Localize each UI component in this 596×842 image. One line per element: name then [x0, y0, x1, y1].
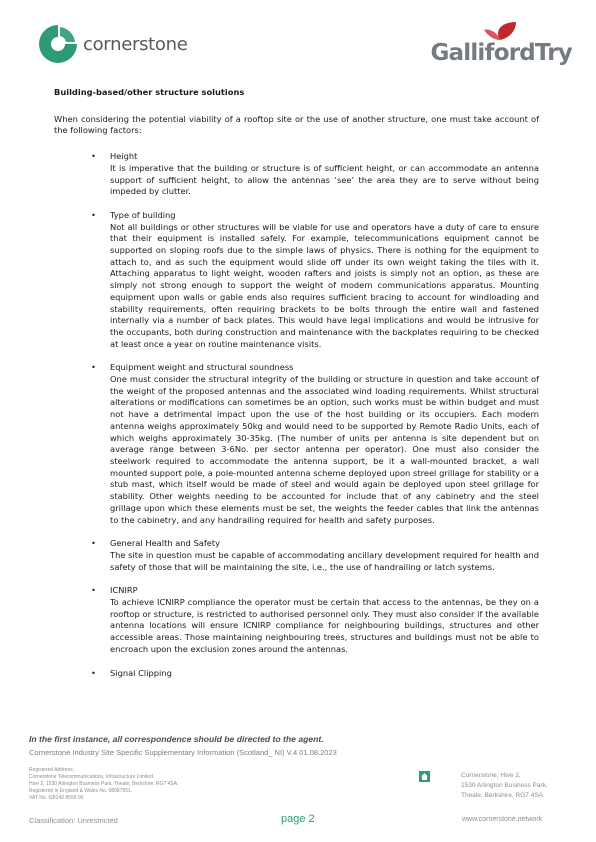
bullet: •: [91, 667, 96, 678]
main-content: [54, 87, 539, 691]
registered-line: Cornerstone Telecommunications, Infrastructure Limited.: [29, 774, 155, 780]
item-title: Equipment weight and structural soundness: [110, 362, 294, 373]
cornerstone-logo: [36, 22, 188, 66]
item-title: Type of building: [110, 209, 176, 220]
office-address: [461, 771, 548, 801]
intro-paragraph: When considering the potential viability of a rooftop site or the use of another structure, one must take account of the following factors:: [54, 113, 539, 136]
item-body: It is imperative that the building or structure is of sufficient height, or can accommodate an antenna support of sufficient height, to allow the antennas ‘see’ the area they are to serve without being impeded by clutter.: [110, 162, 539, 197]
item-title: ICNIRP: [110, 585, 138, 596]
document-reference: Cornerstone Industry Site Specific Supplementary Information (Scotland_ NI) V.4 01.08.2023: [29, 748, 337, 757]
registered-line: VAT No. GB142 8555 06: [29, 795, 84, 801]
list-item: [54, 538, 539, 573]
list-item: [54, 585, 539, 655]
cornerstone-logo-text: cornerstone: [83, 34, 188, 55]
registered-address-block: [29, 767, 178, 802]
registered-line: Registered Address:: [29, 767, 75, 773]
list-item: [54, 362, 539, 526]
home-icon: [419, 771, 430, 782]
bullet: •: [91, 362, 96, 373]
item-body: To achieve ICNIRP compliance the operator must be certain that access to the antennas, be they on a rooftop or structure, is restricted to authorised personnel only. They must also consider if the available antenna locations will ensure ICNIRP compliance for neighbouring buildings, structures and other accessible areas. Those maintaining neighbouring trees, structures and buildings must not be able to encroach upon the exclusion zones around the antennas.: [110, 597, 539, 654]
galliford-try-logo: [422, 20, 572, 68]
section-heading: Building-based/other structure solutions: [54, 87, 245, 97]
bullet: •: [91, 585, 96, 596]
address-line: 1530 Arlington Business Park,: [461, 782, 548, 789]
galliford-try-leaf-icon: [480, 20, 524, 42]
galliford-try-logo-text: GallifordTry: [430, 40, 572, 66]
classification-label: Classification: Unrestricted: [29, 816, 118, 825]
cornerstone-logo-icon: [36, 22, 80, 66]
factor-list: [54, 151, 539, 679]
correspondence-note: In the first instance, all correspondence should be directed to the agent.: [29, 734, 324, 744]
bullet: •: [91, 538, 96, 549]
list-item: [54, 151, 539, 198]
item-title: General Health and Safety: [110, 538, 221, 549]
page-number: page 2: [281, 813, 315, 825]
bullet: •: [91, 209, 96, 220]
item-body: One must consider the structural integrity of the building or structure in question and take account of the weight of the proposed antennas and the associated wind loading requirements. Whilst structural alterations or modifications can sometimes be an option, such works must be within budget and must not have a detrimental impact upon the use of the host building or its occupiers. Each modern antenna weighs approximately 50kg and would need to be supported by Remote Radio Units, each of which weighs approximately 30-35kg. (The number of units per antenna is site dependent but on average range between 3-6No. per sector antenna per operator). One must also consider the steelwork required to accommodate the antenna support, be it a wall-mounted bracket, a wall mounted support pole, a pole-mounted antenna scheme deployed upon streel grillage for stability or a stub mast, which itself would be made of steel and would again be deployed upon steel grillage for stability. Other weights needing to be accounted for include that of any cabinetry and the steel grillage upon which these elements must be set, the weights the feeder cables that link the antennas to the cabinetry, and any handrailing required for health and safety purposes.: [110, 374, 539, 525]
registered-line: Registered in England & Wales No. 08087551.: [29, 788, 133, 794]
list-item: [54, 668, 539, 680]
list-item: [54, 210, 539, 350]
item-title: Signal Clipping: [110, 667, 172, 678]
address-line: Theale, Berkshire, RG7 4SA: [461, 792, 544, 799]
website-link[interactable]: www.cornerstone.network: [462, 816, 543, 823]
address-line: Cornerstone, Hive 2,: [461, 772, 521, 779]
registered-line: Hive 2, 1530 Arlington Business Park, Theale, Berkshire, RG7 4SA.: [29, 781, 179, 787]
bullet: •: [91, 151, 96, 162]
item-body: Not all buildings or other structures will be viable for use and operators have a duty of care to ensure that their equipment is installed safely. For example, telecommunications equipment cannot be supported on sloping roofs due to the simple laws of physics. There is nothing for the equipment to attach to, and as such the equipment would slide off under its own weight taking the tiles with it. Attaching apparatus to light weight, wooden rafters and joists is simply not an option, as these are simply not strong enough to support the weight of modern communications apparatus. Mounting equipment upon walls or gable ends also requires sufficient bracing to account for windloading and stability requirements, often requiring brackets to be bolts through the entire wall and fastened internally via a number of back plates. This would have legal implications and would be intrusive for the occupants, both during construction and maintenance with the backplates requiring to be checked at least once a year on routine maintenance visits.: [110, 221, 539, 349]
item-title: Height: [110, 151, 138, 162]
item-body: The site in question must be capable of accommodating ancillary development required for health and safety of those that will be maintaining the site, i.e., the use of handrailing or latch systems.: [110, 549, 539, 572]
